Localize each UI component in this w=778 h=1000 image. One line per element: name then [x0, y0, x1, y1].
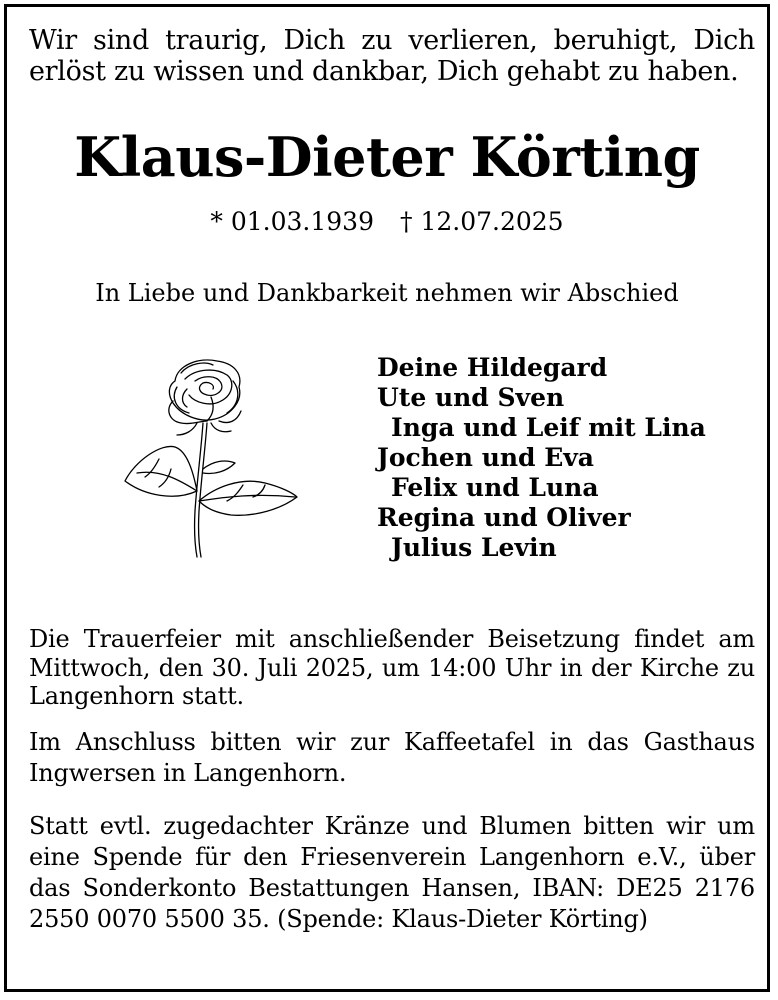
family-member: Felix und Luna	[391, 473, 599, 502]
reception-paragraph: Im Anschluss bitten wir zur Kaffeetafel in das Gasthaus Ingwersen in Langenhorn.	[29, 728, 755, 787]
family-list	[377, 353, 706, 563]
family-member: Jochen und Eva	[377, 443, 595, 472]
life-dates	[7, 207, 767, 236]
funeral-service-paragraph: Die Trauerfeier mit anschließender Beisetzung findet am Mittwoch, den 30. Juli 2025, um 14:00 Uhr in der Kirche zu Langenhorn statt.	[29, 625, 755, 710]
obituary-notice	[4, 4, 770, 992]
family-member: Regina und Oliver	[377, 503, 631, 532]
deceased-name: Klaus-Dieter Körting	[74, 125, 700, 189]
rose-icon	[115, 351, 315, 561]
donation-paragraph: Statt evtl. zugedachter Kränze und Blumen bitten wir um eine Spende für den Friesenverein Langenhorn e.V., über das Sonderkonto Bestattungen Hansen, IBAN: DE25 2176 2550 0070 5500 35. (Spende: Klaus-Dieter Körting)	[29, 812, 755, 933]
family-member: Inga und Leif mit Lina	[391, 413, 706, 442]
family-member: Julius Levin	[391, 533, 557, 562]
family-member: Ute und Sven	[377, 383, 565, 412]
family-member: Deine Hildegard	[377, 353, 608, 382]
death-date: † 12.07.2025	[400, 207, 564, 236]
birth-date: * 01.03.1939	[210, 207, 374, 236]
farewell-line: In Liebe und Dankbarkeit nehmen wir Abschied	[95, 279, 679, 307]
intro-text: Wir sind traurig, Dich zu verlieren, beruhigt, Dich erlöst zu wissen und dankbar, Dich gehabt zu haben.	[29, 25, 755, 87]
